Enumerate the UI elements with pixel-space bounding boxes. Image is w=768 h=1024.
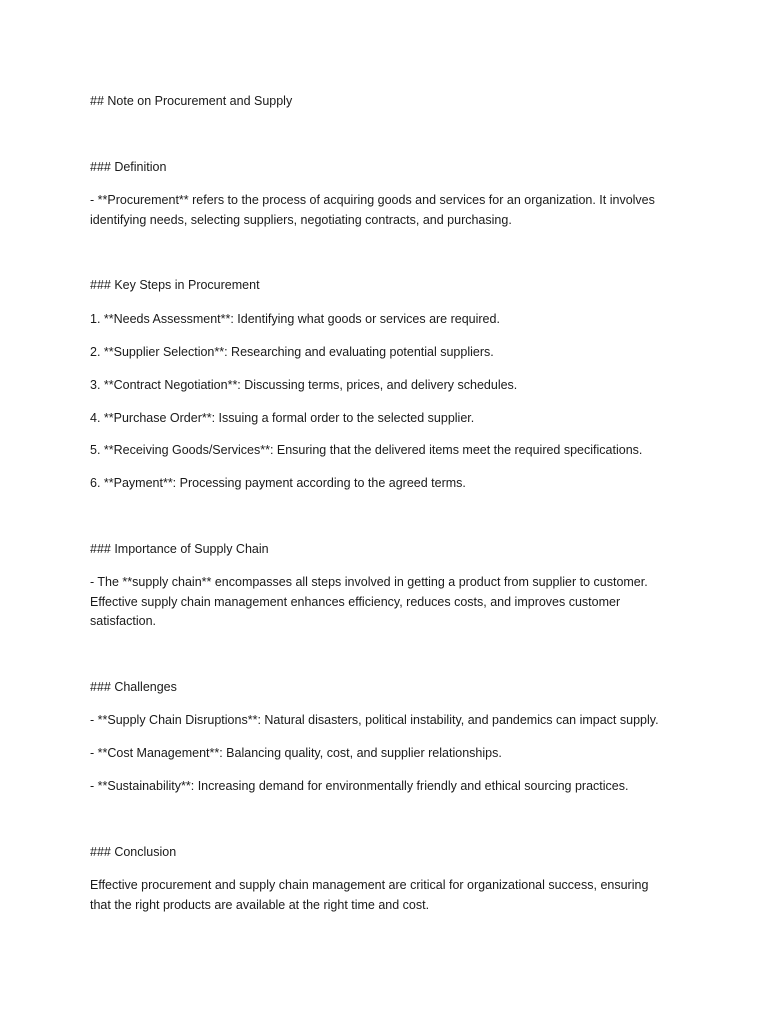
importance-text-line: - The **supply chain** encompasses all steps involved in getting a product from supplier to customer. (90, 575, 648, 589)
key-steps-heading: ### Key Steps in Procurement (90, 278, 260, 292)
conclusion-text-line: Effective procurement and supply chain management are critical for organizational success, ensuring (90, 878, 649, 892)
importance-heading: ### Importance of Supply Chain (90, 542, 269, 556)
definition-text-line: identifying needs, selecting suppliers, negotiating contracts, and purchasing. (90, 213, 512, 227)
importance-text-line: Effective supply chain management enhances efficiency, reduces costs, and improves customer (90, 595, 621, 609)
conclusion-heading: ### Conclusion (90, 845, 177, 859)
challenges-heading: ### Challenges (90, 680, 177, 694)
key-step-item: 3. **Contract Negotiation**: Discussing terms, prices, and delivery schedules. (90, 378, 518, 392)
importance-text-line: satisfaction. (90, 614, 157, 628)
key-step-item: 2. **Supplier Selection**: Researching and evaluating potential suppliers. (90, 345, 494, 359)
definition-heading: ### Definition (90, 160, 167, 174)
definition-text-line: - **Procurement** refers to the process of acquiring goods and services for an organization. It involves (90, 193, 655, 207)
challenge-item: - **Supply Chain Disruptions**: Natural disasters, political instability, and pandemics can impact supply. (90, 713, 659, 727)
document-title: ## Note on Procurement and Supply (90, 94, 293, 108)
key-step-item: 6. **Payment**: Processing payment according to the agreed terms. (90, 476, 466, 490)
key-step-item: 4. **Purchase Order**: Issuing a formal order to the selected supplier. (90, 411, 475, 425)
challenge-item: - **Sustainability**: Increasing demand for environmentally friendly and ethical sourcing practices. (90, 779, 629, 793)
key-step-item: 1. **Needs Assessment**: Identifying what goods or services are required. (90, 312, 500, 326)
challenge-item: - **Cost Management**: Balancing quality, cost, and supplier relationships. (90, 746, 502, 760)
key-step-item: 5. **Receiving Goods/Services**: Ensuring that the delivered items meet the required specifications. (90, 443, 643, 457)
conclusion-text-line: that the right products are available at the right time and cost. (90, 898, 430, 912)
